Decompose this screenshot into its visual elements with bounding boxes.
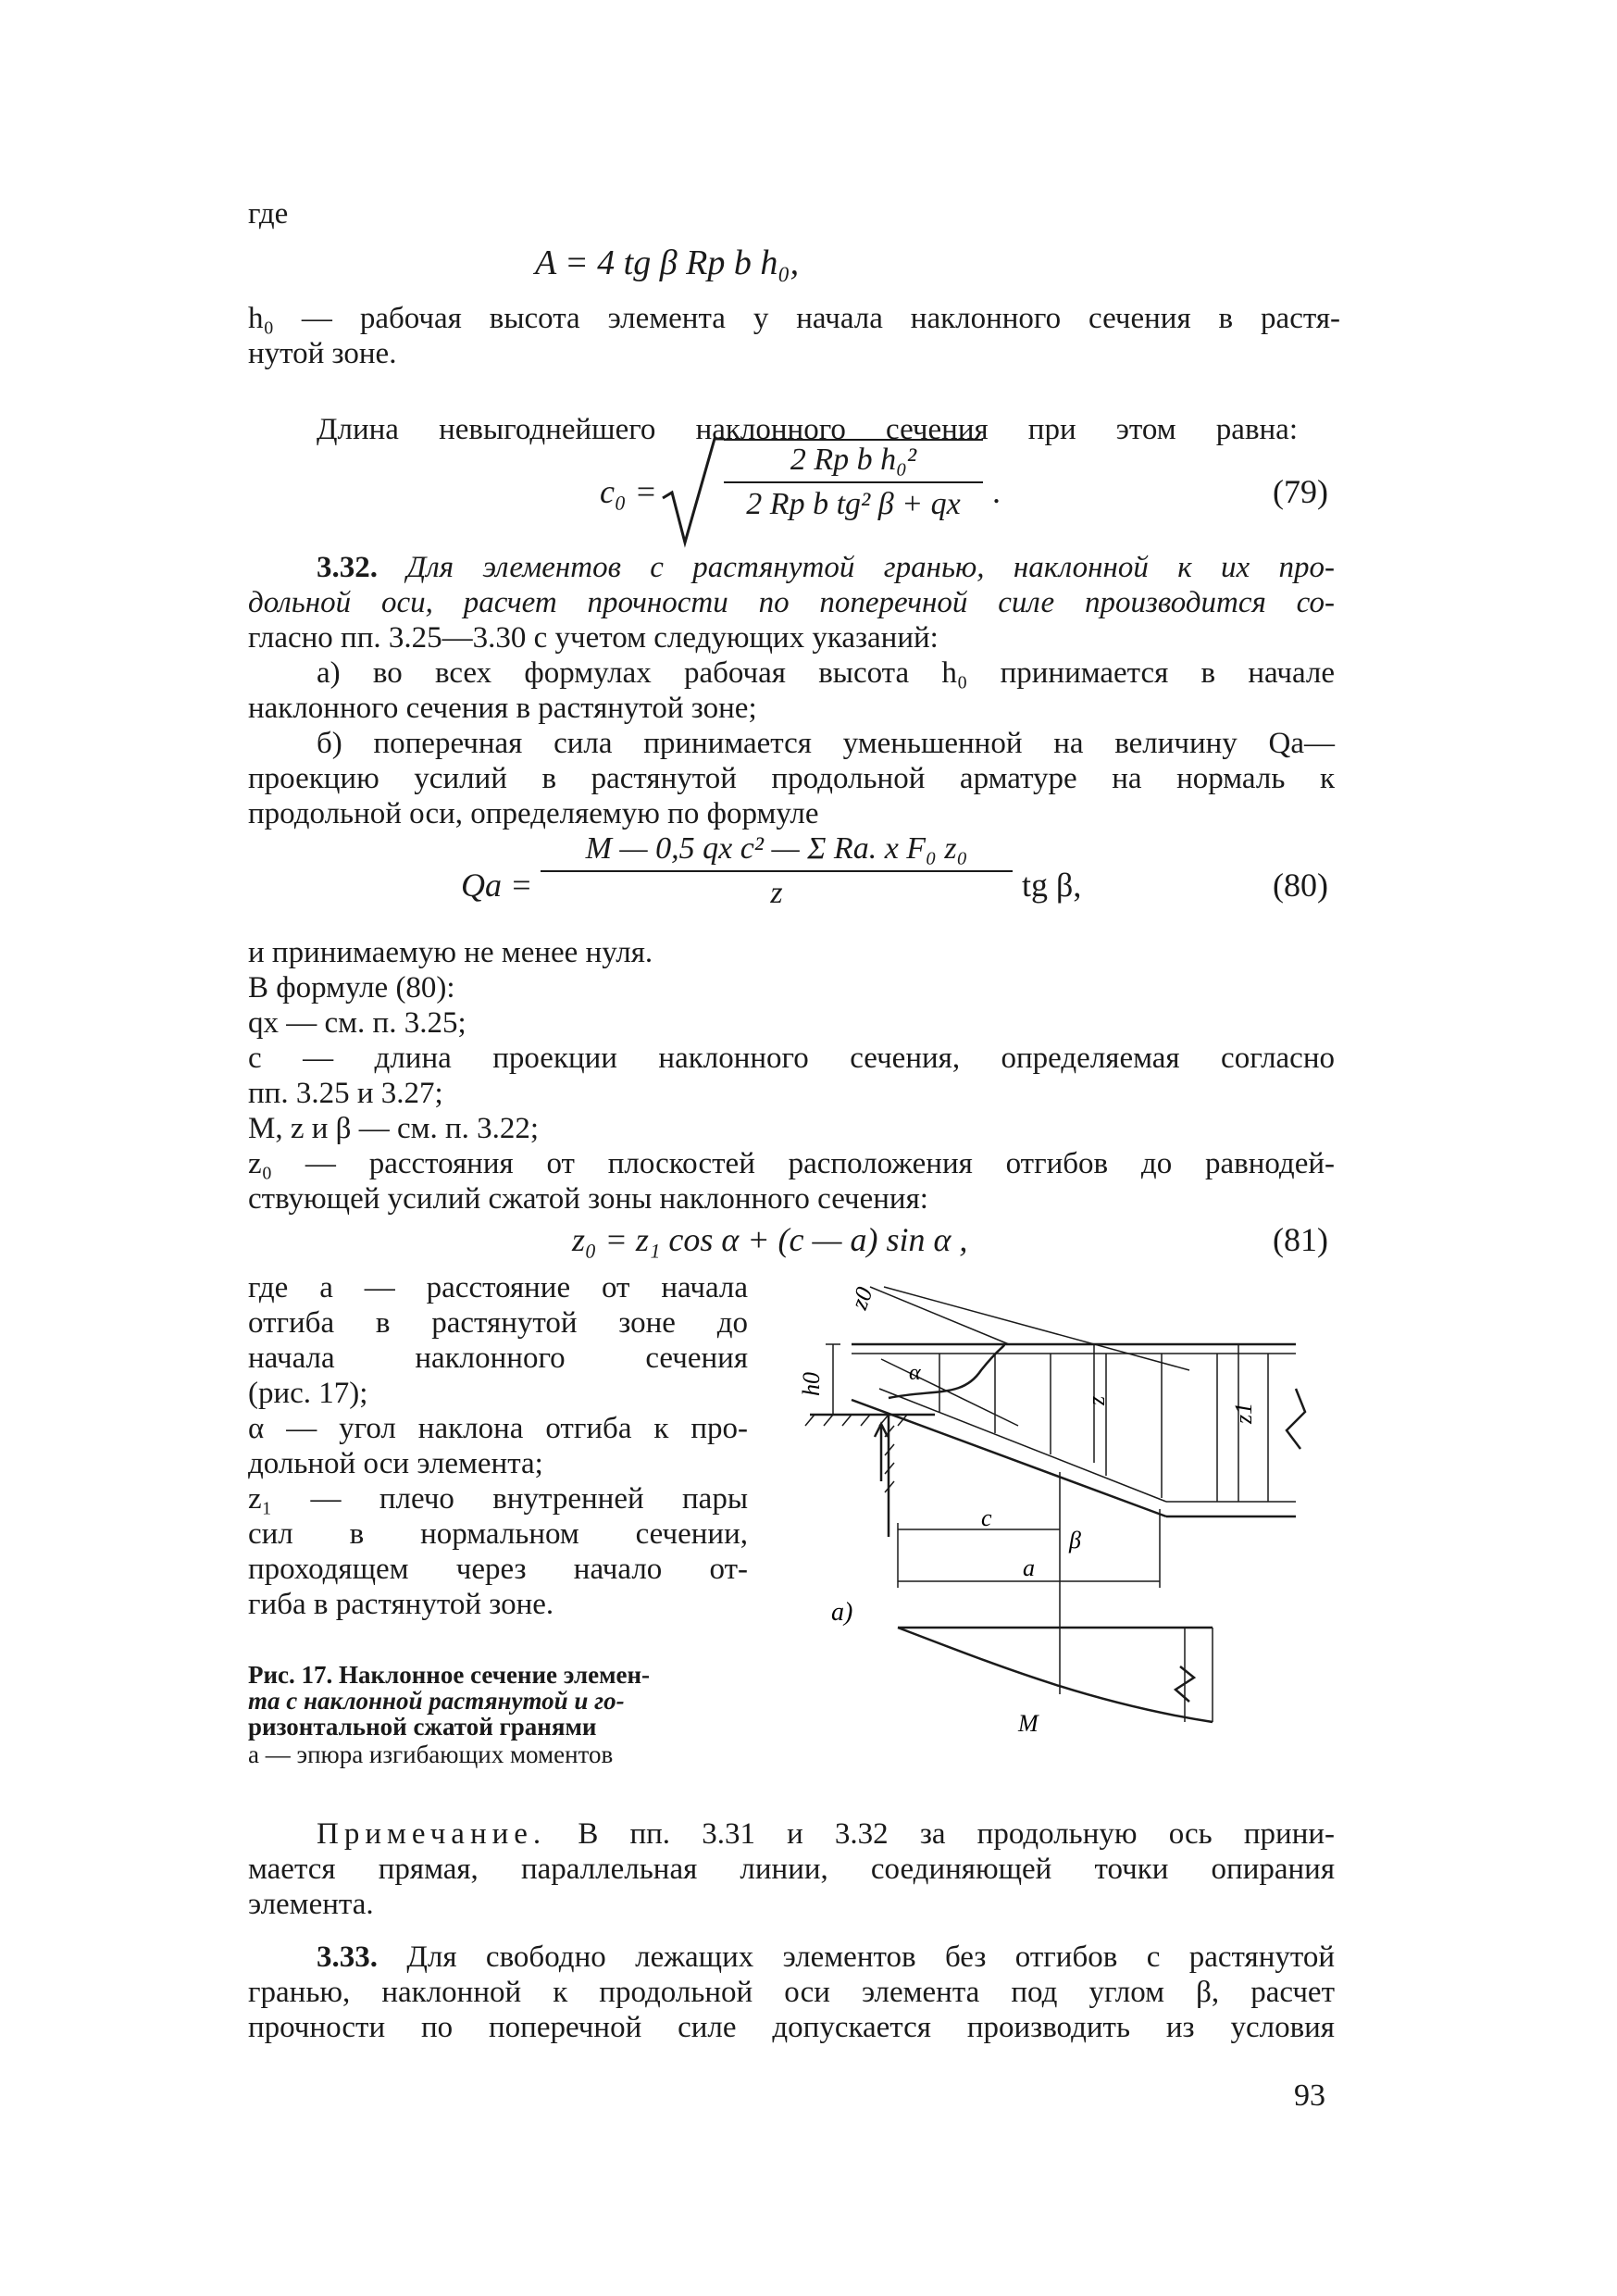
p333-line2: гранью, наклонной к продольной оси элемента под углом β, расчет (248, 1976, 1335, 2009)
left-col-line3: начала наклонного сечения (248, 1341, 748, 1375)
formula-a: A = 4 tg β Rр b h₀, (535, 243, 800, 282)
p332-b-line2: проекцию усилий в растянутой продольной арматуре на нормаль к (248, 762, 1335, 795)
def-qx: qх — см. п. 3.25; (248, 1006, 466, 1040)
length-sentence: Длина невыгоднейшего наклонного сечения при этом равна: (317, 413, 1298, 446)
eq79-fraction (724, 443, 983, 522)
after80-line1: и принимаемую не менее нуля. (248, 936, 653, 969)
p333-line1-text: Для свободно лежащих элементов без отгибов с растянутой (406, 1940, 1335, 1974)
p332-a-line1: а) во всех формулах рабочая высота h₀ принимается в начале (317, 656, 1335, 690)
def-z0-line2: ствующей усилий сжатой зоны наклонного сечения: (248, 1182, 928, 1216)
note-line1 (317, 1816, 1335, 1852)
eq80-fraction (541, 831, 1013, 911)
fig-label-h0: h0 (798, 1372, 825, 1396)
eq79-lhs: c₀ = (600, 473, 657, 510)
p333-line3: прочности по поперечной силе допускается производить из условия (248, 2011, 1335, 2044)
fig-label-beta: β (1069, 1527, 1081, 1554)
left-col-line10: гиба в растянутой зоне. (248, 1588, 554, 1621)
fig-label-z: z (1083, 1395, 1110, 1405)
left-col-line8: сил в нормальном сечении, (248, 1517, 748, 1551)
left-col-line9: проходящем через начало от- (248, 1553, 748, 1586)
left-col-line7: z₁ — плечо внутренней пары (248, 1482, 748, 1516)
eq81-expression: z₀ = z₁ cos α + (c — a) sin α , (572, 1221, 968, 1258)
p333-number: 3.33. (317, 1940, 378, 1974)
eq80-numerator: M — 0,5 qх c² — Σ Rа. х F₀ z₀ (541, 831, 1013, 872)
eq80-label: (80) (1273, 867, 1328, 904)
fig-label-m: M (1018, 1710, 1039, 1737)
sqrt-overline (724, 439, 983, 441)
fig-sloped-face (852, 1400, 1166, 1516)
left-col-line2: отгиба в растянутой зоне до (248, 1306, 748, 1340)
def-z0-line1: z₀ — расстояния от плоскостей расположения отгибов до равнодей- (248, 1147, 1335, 1180)
fig-label-c: c (981, 1504, 992, 1531)
eq80-tail: tg β, (1022, 867, 1082, 904)
left-col-line4: (рис. 17); (248, 1377, 368, 1410)
def-mzb: M, z и β — см. п. 3.22; (248, 1112, 540, 1145)
left-col-line5: α — угол наклона отгиба к про- (248, 1412, 748, 1445)
eq80-lhs: Qа = (461, 867, 533, 904)
eq79-denominator: 2 Rр b tg² β + qх (746, 487, 961, 521)
def-c-line1: c — длина проекции наклонного сечения, определяемая согласно (248, 1042, 1335, 1075)
eq79-label: (79) (1273, 473, 1328, 510)
after80-line2: В формуле (80): (248, 971, 455, 1004)
note-line3: элемента. (248, 1888, 374, 1921)
def-c-line2: пп. 3.25 и 3.27; (248, 1077, 443, 1110)
eq79-tail: . (992, 473, 1001, 510)
fig-break-right (1287, 1389, 1305, 1449)
fig-caption-line3: ризонтальной сжатой гранями (248, 1713, 597, 1741)
p332-line3: гласно пп. 3.25—3.30 с учетом следующих указаний: (248, 621, 939, 655)
eq80-denominator: z (770, 876, 783, 910)
p332-b-line3: продольной оси, определяемую по формуле (248, 797, 819, 830)
p332-line2: дольной оси, расчет прочности по поперечной силе производится со- (248, 586, 1335, 619)
h0-definition-line1: h₀ — рабочая высота элемента у начала наклонного сечения в растя- (248, 302, 1340, 335)
note-head: Примечание. (317, 1817, 547, 1851)
fig-label-part-a: a) (831, 1598, 853, 1627)
page-number: 93 (1294, 2078, 1325, 2113)
h0-definition-line2: нутой зоне. (248, 337, 397, 370)
fig-caption-line4: a — эпюра изгибающих моментов (248, 1741, 614, 1768)
left-col-line1: где a — расстояние от начала (248, 1271, 748, 1304)
p332-b-line1: б) поперечная сила принимается уменьшенной на величину Qа— (317, 727, 1335, 760)
p332-line1-text: Для элементов с растянутой гранью, наклонной к их про- (406, 551, 1335, 584)
fig-label-a: a (1023, 1554, 1035, 1581)
p332-number: 3.32. (317, 551, 378, 584)
fig-sloped-bar (879, 1389, 1166, 1502)
sqrt-sign-icon (659, 433, 724, 554)
note-line2: мается прямая, параллельная линии, соединяющей точки опирания (248, 1853, 1335, 1886)
intro-word: где (248, 197, 289, 231)
eq81-label: (81) (1273, 1221, 1328, 1258)
fig-caption-line2: та с наклонной растянутой и го- (248, 1687, 625, 1715)
left-col-line6: дольной оси элемента; (248, 1447, 543, 1480)
fig-moment-curve (898, 1628, 1213, 1722)
figure-17 (796, 1259, 1333, 1778)
note-line1-text: В пп. 3.31 и 3.32 за продольную ось прини- (546, 1817, 1335, 1851)
fig-caption-line1: Рис. 17. Наклонное сечение элемен- (248, 1661, 651, 1689)
p332-line1 (317, 550, 1335, 585)
fig-label-z1: z1 (1230, 1402, 1257, 1424)
p332-a-line2: наклонного сечения в растянутой зоне; (248, 692, 757, 725)
eq79-numerator: 2 Rр b h₀² (724, 443, 983, 483)
fig-label-z0: z0 (845, 1283, 878, 1314)
p333-line1 (317, 1940, 1335, 1975)
fig-label-alpha: α (909, 1361, 921, 1385)
